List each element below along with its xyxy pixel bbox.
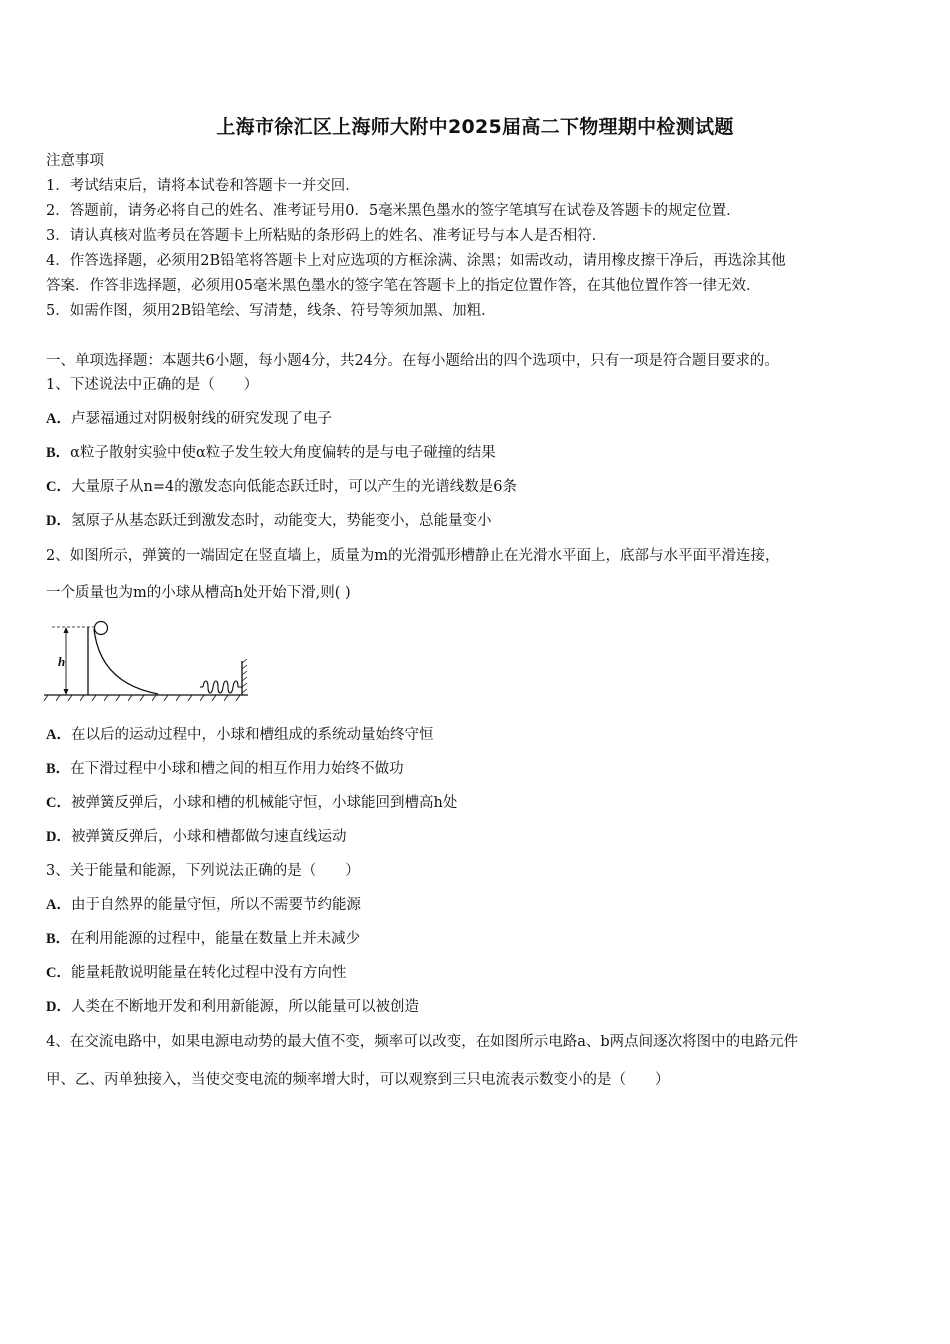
option-text: 在利用能源的过程中，能量在数量上并未减少 <box>70 931 361 947</box>
groove-curve <box>94 629 158 694</box>
option <box>46 828 346 846</box>
option-letter: A． <box>46 411 71 427</box>
option <box>46 760 404 778</box>
option-text: 卢瑟福通过对阴极射线的研究发现了电子 <box>70 411 332 427</box>
question-stem: 4、在交流电路中，如果电源电动势的最大值不变，频率可以改变，在如图所示电路a、b两点间逐次将图中的电路元件 <box>46 1034 799 1050</box>
option <box>46 512 491 530</box>
notice-item: 5．如需作图，须用2B铅笔绘、写清楚，线条、符号等须加黑、加粗． <box>46 303 496 319</box>
page-title: 上海市徐汇区上海师大附中2025届高二下物理期中检测试题 <box>216 116 734 138</box>
option-text: 大量原子从n=4的激发态向低能态跃迁时，可以产生的光谱线数是6条 <box>70 479 517 495</box>
notice-item: 4．作答选择题，必须用2B铅笔将答题卡上对应选项的方框涂满、涂黑；如需改动，请用橡皮擦干净后，再选涂其他 <box>46 253 786 269</box>
option-letter: B． <box>46 445 71 461</box>
option <box>46 410 332 428</box>
groove-spring-figure <box>40 615 250 707</box>
option-text: 氢原子从基态跃迁到激发态时，动能变大，势能变小，总能量变小 <box>70 513 492 529</box>
option-letter: D． <box>46 513 71 529</box>
option-text: 人类在不断地开发和利用新能源，所以能量可以被创造 <box>70 999 419 1015</box>
option <box>46 444 496 462</box>
ball <box>95 622 108 635</box>
wall-hatching <box>242 659 247 693</box>
option <box>46 930 360 948</box>
question-stem: 3、关于能量和能源，下列说法正确的是（ ） <box>46 863 360 879</box>
spring <box>203 681 242 693</box>
question-stem: 甲、乙、丙单独接入，当使交变电流的频率增大时，可以观察到三只电流表示数变小的是（ ） <box>46 1072 670 1088</box>
option-text: 被弹簧反弹后，小球和槽都做匀速直线运动 <box>70 829 347 845</box>
option <box>46 964 346 982</box>
option-letter: C． <box>46 965 71 981</box>
notice-heading: 注意事项 <box>46 153 104 169</box>
option-letter: D． <box>46 999 71 1015</box>
option <box>46 478 517 496</box>
notice-item: 1．考试结束后，请将本试卷和答题卡一并交回． <box>46 178 360 194</box>
question-stem: 1、下述说法中正确的是（ ） <box>46 377 259 393</box>
height-arrow-head-bottom <box>64 689 69 695</box>
option-letter: C． <box>46 795 71 811</box>
notice-item: 3．请认真核对监考员在答题卡上所粘贴的条形码上的姓名、准考证号与本人是否相符． <box>46 228 607 244</box>
option-text: 被弹簧反弹后，小球和槽的机械能守恒，小球能回到槽高h处 <box>70 795 458 811</box>
option-text: 能量耗散说明能量在转化过程中没有方向性 <box>70 965 347 981</box>
height-arrow-head-top <box>64 627 69 633</box>
option-letter: A． <box>46 727 71 743</box>
height-label: h <box>58 654 66 669</box>
option <box>46 726 433 744</box>
question-stem: 一个质量也为m的小球从槽高h处开始下滑,则( ) <box>46 585 351 601</box>
ground-hatching <box>44 695 240 701</box>
section-heading: 一、单项选择题：本题共6小题，每小题4分，共24分。在每小题给出的四个选项中，只有一项是符合题目要求的。 <box>46 353 779 369</box>
option-text: 在下滑过程中小球和槽之间的相互作用力始终不做功 <box>70 761 404 777</box>
option <box>46 896 361 914</box>
option-letter: C． <box>46 479 71 495</box>
option-letter: B． <box>46 931 71 947</box>
option-text: 在以后的运动过程中，小球和槽组成的系统动量始终守恒 <box>70 727 434 743</box>
notice-item: 答案．作答非选择题，必须用05毫米黑色墨水的签字笔在答题卡上的指定位置作答，在其他位置作答一律无效． <box>46 278 761 294</box>
option-letter: D． <box>46 829 71 845</box>
question-stem: 2、如图所示，弹簧的一端固定在竖直墙上，质量为m的光滑弧形槽静止在光滑水平面上，底部与水平面平滑连接， <box>46 548 780 564</box>
option <box>46 998 419 1016</box>
notice-item: 2．答题前，请务必将自己的姓名、准考证号用0．5毫米黑色墨水的签字笔填写在试卷及答题卡的规定位置． <box>46 203 741 219</box>
option-text: α粒子散射实验中使α粒子发生较大角度偏转的是与电子碰撞的结果 <box>70 445 496 461</box>
option-letter: A． <box>46 897 71 913</box>
option-text: 由于自然界的能量守恒，所以不需要节约能源 <box>70 897 361 913</box>
option-letter: B． <box>46 761 71 777</box>
option <box>46 794 457 812</box>
